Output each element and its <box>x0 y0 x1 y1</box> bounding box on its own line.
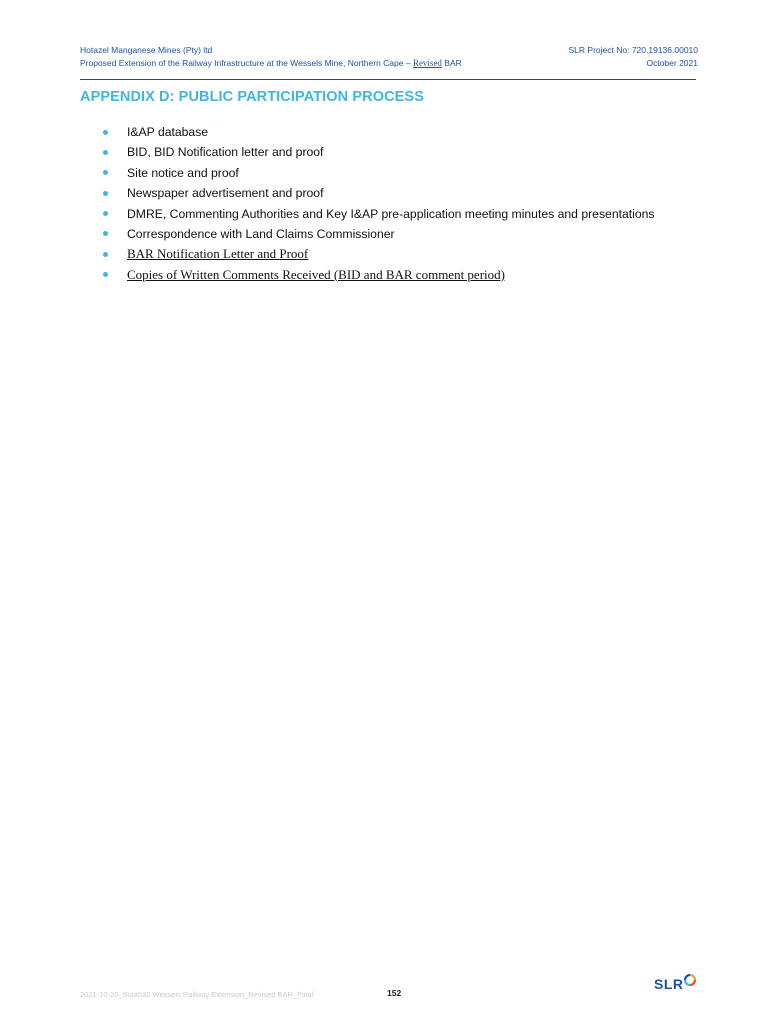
bullet-icon <box>103 252 108 257</box>
logo-text: SLR <box>654 976 684 992</box>
list-item <box>100 144 655 164</box>
list-item-label: I&AP database <box>127 125 209 139</box>
list-item-label: BID, BID Notification letter and proof <box>127 145 324 160</box>
list-item <box>100 206 655 226</box>
list-item-link[interactable]: BAR Notification Letter and Proof <box>127 246 309 262</box>
list-item <box>100 124 655 144</box>
slr-logo <box>654 976 684 994</box>
list-item <box>100 185 655 205</box>
appendix-item-list <box>100 124 655 287</box>
page-number: 152 <box>387 988 402 998</box>
bullet-icon <box>103 130 108 135</box>
list-item-label: Site notice and proof <box>127 165 239 180</box>
list-item <box>100 246 655 266</box>
bullet-icon <box>103 211 108 216</box>
bullet-icon <box>103 170 108 175</box>
project-title-prefix: Proposed Extension of the Railway Infrastructure at the Wessels Mine, Northern Cape – <box>80 58 413 68</box>
company-name: Hotazel Manganese Mines (Pty) ltd <box>80 45 213 55</box>
list-item-label: DMRE, Commenting Authorities and Key I&AP pre-application meeting minutes and presentations <box>127 206 655 221</box>
list-item-label: Newspaper advertisement and proof <box>127 186 324 201</box>
document-header-left <box>80 44 462 70</box>
project-title-revised: Revised <box>412 58 442 68</box>
list-item <box>100 226 655 246</box>
bullet-icon <box>103 272 108 277</box>
document-header-right <box>569 44 698 70</box>
bullet-icon <box>103 231 108 236</box>
bullet-icon <box>103 191 108 196</box>
footer-filename: 2021-10-20_South32 Wessels Railway Extension_Revised BAR_Final <box>80 990 314 999</box>
list-item <box>100 165 655 185</box>
project-number: SLR Project No: 720.19136.00010 <box>568 45 698 55</box>
project-title <box>80 57 462 70</box>
header-divider <box>80 79 696 80</box>
page-title: APPENDIX D: PUBLIC PARTICIPATION PROCESS <box>80 89 424 105</box>
logo-swirl-icon <box>684 974 696 986</box>
bullet-icon <box>103 150 108 155</box>
document-date: October 2021 <box>646 58 698 68</box>
list-item <box>100 267 655 287</box>
project-title-suffix: BAR <box>441 58 462 68</box>
list-item-link[interactable]: Copies of Written Comments Received (BID and BAR comment period) <box>127 266 505 282</box>
list-item-label: Correspondence with Land Claims Commissioner <box>127 226 395 241</box>
